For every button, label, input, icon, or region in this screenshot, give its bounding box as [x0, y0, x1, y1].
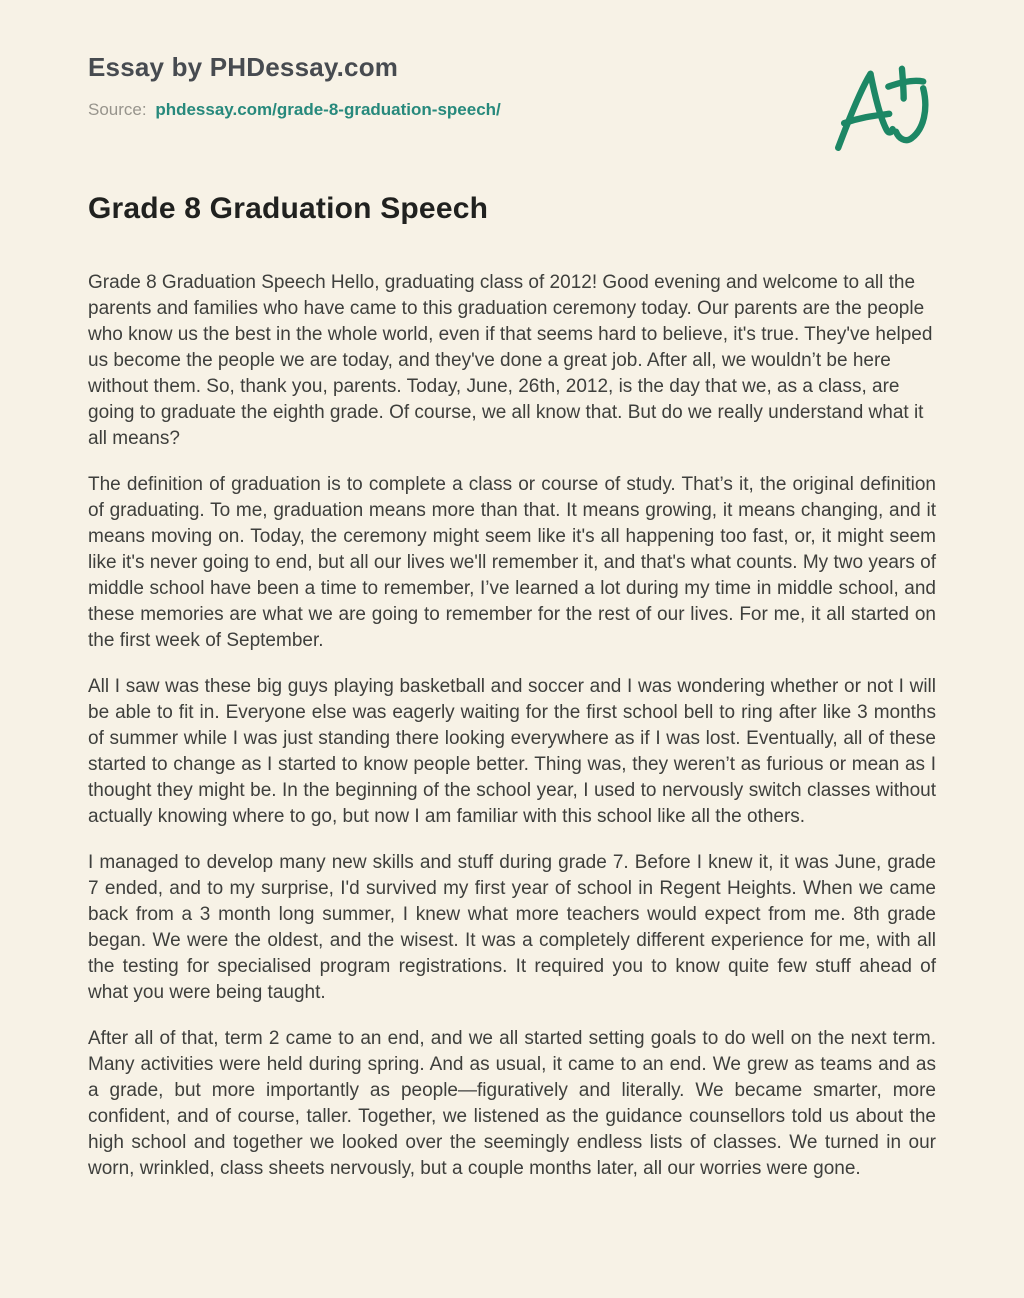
essay-paragraph: Grade 8 Graduation Speech Hello, graduating class of 2012! Good evening and welcome to all the parents and families who have came to this graduation ceremony today. Our parents are the people who know us the best in the whole world, even if that seems hard to believe, it's true. They've helped us become the people we are today, and they've done a great job. After all, we wouldn’t be here without them. So, thank you, parents. Today, June, 26th, 2012, is the day that we, as a class, are going to graduate the eighth grade. Of course, we all know that. But do we really understand what it all means? — [88, 272, 933, 449]
byline: Essay by PHDessay.com — [88, 52, 399, 82]
source-line — [88, 100, 936, 120]
essay-paragraph: After all of that, term 2 came to an end, and we all started setting goals to do well on the next term. Many activities were held during spring. And as usual, it came to an end. We grew as teams and as a grade, but more importantly as people—figuratively and literally. We became smarter, more confident, and of course, taller. Together, we listened as the guidance counsellors told us about the high school and together we looked over the seemingly endless lists of classes. We turned in our worn, wrinkled, class sheets nervously, but a couple months later, all our worries were gone. — [88, 1028, 936, 1179]
source-label: Source: — [88, 100, 147, 119]
source-link[interactable]: phdessay.com/grade-8-graduation-speech/ — [155, 100, 501, 119]
page-title: Grade 8 Graduation Speech — [88, 192, 489, 225]
a-plus-logo-icon — [828, 54, 930, 160]
header — [88, 52, 936, 120]
essay-body — [88, 270, 936, 1182]
essay-paragraph: All I saw was these big guys playing basketball and soccer and I was wondering whether or not I will be able to fit in. Everyone else was eagerly waiting for the first school bell to ring after like 3 months of summer while I was just standing there looking everywhere as if I was lost. Eventually, all of these started to change as I started to know people better. Thing was, they weren’t as furious or mean as I thought they might be. In the beginning of the school year, I used to nervously switch classes without actually knowing where to go, but now I am familiar with this school like all the others. — [88, 676, 936, 827]
essay-paragraph: I managed to develop many new skills and stuff during grade 7. Before I knew it, it was June, grade 7 ended, and to my surprise, I'd survived my first year of school in Regent Heights. When we came back from a 3 month long summer, I knew what more teachers would expect from me. 8th grade began. We were the oldest, and the wisest. It was a completely different experience for me, with all the testing for specialised program registrations. It required you to know quite few stuff ahead of what you were being taught. — [88, 852, 936, 1003]
bottom-clip-mask — [0, 1253, 1024, 1298]
essay-paragraph: The definition of graduation is to complete a class or course of study. That’s it, the original definition of graduating. To me, graduation means more than that. It means growing, it means changing, and it means moving on. Today, the ceremony might seem like it's all happening too fast, or, it might seem like it's never going to end, but all our lives we'll remember it, and that's what counts. My two years of middle school have been a time to remember, I’ve learned a lot during my time in middle school, and these memories are what we are going to remember for the rest of our lives. For me, it all started on the first week of September. — [88, 474, 936, 651]
